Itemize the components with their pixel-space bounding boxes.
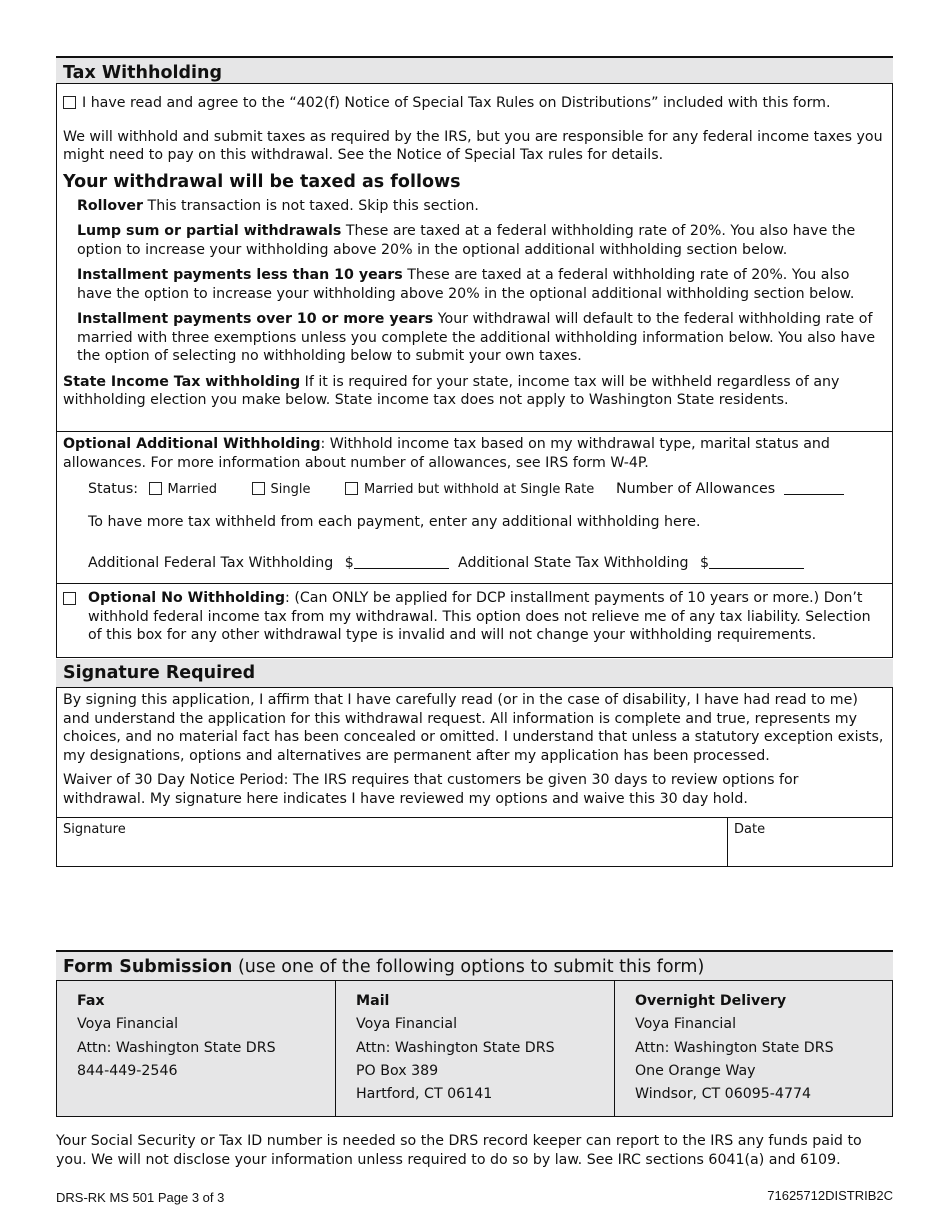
- item-title: Installment payments over 10 or more years: [77, 311, 434, 327]
- state-label: Additional State Tax Withholding: [458, 555, 689, 571]
- agree-row[interactable]: [63, 94, 885, 113]
- married-label: Married: [167, 482, 218, 497]
- status-row: [88, 480, 594, 500]
- state-title: State Income Tax withholding: [63, 373, 301, 390]
- fax-line: Voya Financial: [77, 1016, 179, 1033]
- optional-text: : Withhold income tax based on my withdrawal type, marital status and allowances. For more information about number of allowances, see IRS form W-4P.: [63, 436, 830, 471]
- state-currency: $: [700, 555, 710, 571]
- mail-line: Attn: Washington State DRS: [356, 1039, 555, 1056]
- allowances-input[interactable]: [784, 480, 844, 495]
- overnight-line: Windsor, CT 06095-4774: [635, 1086, 812, 1103]
- date-label: Date: [734, 822, 766, 837]
- fax-column: [57, 981, 336, 1116]
- signature-label: Signature: [63, 822, 126, 837]
- optional-no-withholding-section: [56, 584, 893, 658]
- mail-line: Voya Financial: [356, 1016, 458, 1033]
- item-title: Rollover: [77, 197, 144, 214]
- overnight-column: [615, 981, 892, 1116]
- federal-row: [88, 554, 449, 573]
- item-text: These are taxed at a federal withholding rate of 20%. You also have the option to increase your withholding above 20% in the optional additional withholding section below.: [77, 223, 856, 258]
- submission-subtitle: (use one of the following options to submit this form): [232, 957, 705, 977]
- signature-affirmation: By signing this application, I affirm that I have carefully read (or in the case of disability, I have had read to me) and understand the application for this withdrawal request. All information is complete and true, represents my choices, and no material fact has been concealed or omitted. I understand that unless a statutory exception exists, my designations, options and alternatives are permanent after my application has been processed.: [63, 692, 884, 764]
- overnight-line: Voya Financial: [635, 1016, 737, 1033]
- form-code: 71625712DISTRIB2C: [767, 1188, 893, 1203]
- overnight-title: Overnight Delivery: [635, 993, 787, 1009]
- form-page: [56, 56, 893, 1169]
- item-installment-over-10: [63, 310, 885, 366]
- mail-column: [336, 981, 615, 1116]
- tax-withholding-heading: Tax Withholding: [56, 56, 893, 83]
- state-text: If it is required for your state, income tax will be withheld regardless of any withholding election you make below. State income tax does not apply to Washington State residents.: [63, 373, 840, 408]
- item-text: This transaction is not taxed. Skip this section.: [147, 197, 479, 214]
- date-field[interactable]: [728, 818, 892, 866]
- item-text: These are taxed at a federal withholding rate of 20%. You also have the option to increase your withholding above 20% in the optional additional withholding section below.: [77, 267, 855, 302]
- status-married-single-rate[interactable]: [345, 482, 594, 497]
- no-withholding-text: [63, 589, 885, 645]
- married-single-rate-label: Married but withhold at Single Rate: [364, 482, 595, 497]
- fax-line: Attn: Washington State DRS: [77, 1039, 276, 1056]
- mail-line: Hartford, CT 06141: [356, 1086, 493, 1103]
- no-withholding-title: Optional No Withholding: [88, 590, 286, 606]
- allowances-label: Number of Allowances: [616, 481, 776, 497]
- status-single[interactable]: [252, 482, 311, 497]
- status-married[interactable]: [149, 482, 218, 497]
- signature-date-row: [56, 818, 893, 867]
- federal-label: Additional Federal Tax Withholding: [88, 555, 334, 571]
- agree-checkbox[interactable]: [63, 96, 76, 109]
- item-text: Your withdrawal will default to the federal withholding rate of married with three exemptions unless you complete the additional withholding information below. You also have the option of selecting no withholding below to submit your own taxes.: [77, 311, 876, 364]
- state-income-tax: [63, 373, 885, 410]
- single-checkbox[interactable]: [252, 482, 265, 495]
- item-lump-sum: [63, 222, 885, 259]
- fax-title: Fax: [77, 993, 105, 1009]
- fax-number: 844-449-2546: [77, 1062, 178, 1079]
- overnight-line: One Orange Way: [635, 1062, 756, 1079]
- agree-text: I have read and agree to the “402(f) Notice of Special Tax Rules on Distributions” included with this form.: [82, 95, 831, 111]
- optional-additional-withholding-section: [56, 432, 893, 584]
- married-single-rate-checkbox[interactable]: [345, 482, 358, 495]
- signature-field[interactable]: [57, 818, 728, 866]
- status-label: Status:: [88, 481, 138, 497]
- tax-intro: We will withhold and submit taxes as required by the IRS, but you are responsible for any federal income taxes you might need to pay on this withdrawal. See the Notice of Special Tax rules for details.: [63, 128, 883, 163]
- signature-section: [56, 687, 893, 818]
- waiver-text: Waiver of 30 Day Notice Period: The IRS requires that customers be given 30 days to review options for withdrawal. My signature here indicates I have reviewed my options and waive this 30 day hold.: [63, 772, 799, 807]
- form-submission-heading: [56, 950, 893, 980]
- single-label: Single: [270, 482, 311, 497]
- no-withholding-body: : (Can ONLY be applied for DCP installment payments of 10 years or more.) Don’t withhold federal income tax from my withdrawal. This option does not relieve me of any tax liability. Selection of this box for any other withdrawal type is invalid and will not change your withholding requirements.: [88, 590, 871, 643]
- more-tax-text: To have more tax withheld from each payment, enter any additional withholding here.: [88, 514, 701, 530]
- item-installment-less-10: [63, 266, 885, 303]
- tax-withholding-section: [56, 83, 893, 432]
- optional-intro: [63, 435, 885, 472]
- optional-title: Optional Additional Withholding: [63, 436, 321, 452]
- federal-currency: $: [344, 555, 354, 571]
- item-title: Installment payments less than 10 years: [77, 267, 403, 283]
- state-input[interactable]: [709, 554, 804, 569]
- form-id: DRS-RK MS 501 Page 3 of 3: [56, 1190, 225, 1205]
- taxed-heading: Your withdrawal will be taxed as follows: [63, 171, 461, 192]
- signature-heading: Signature Required: [56, 659, 893, 687]
- item-title: Lump sum or partial withdrawals: [77, 223, 342, 239]
- federal-input[interactable]: [354, 554, 449, 569]
- item-rollover: [63, 197, 885, 216]
- allowances-row: [616, 480, 844, 499]
- submission-options: [56, 980, 893, 1117]
- mail-line: PO Box 389: [356, 1062, 439, 1079]
- mail-title: Mail: [356, 993, 390, 1009]
- overnight-line: Attn: Washington State DRS: [635, 1039, 834, 1056]
- privacy-notice: Your Social Security or Tax ID number is needed so the DRS record keeper can report to the IRS any funds paid to you. We will not disclose your information unless required to do so by law. See IRC sections 6041(a) and 6109.: [56, 1133, 862, 1168]
- state-row: [458, 554, 804, 573]
- married-checkbox[interactable]: [149, 482, 162, 495]
- submission-title: Form Submission: [63, 957, 233, 977]
- no-withholding-checkbox[interactable]: [63, 592, 76, 605]
